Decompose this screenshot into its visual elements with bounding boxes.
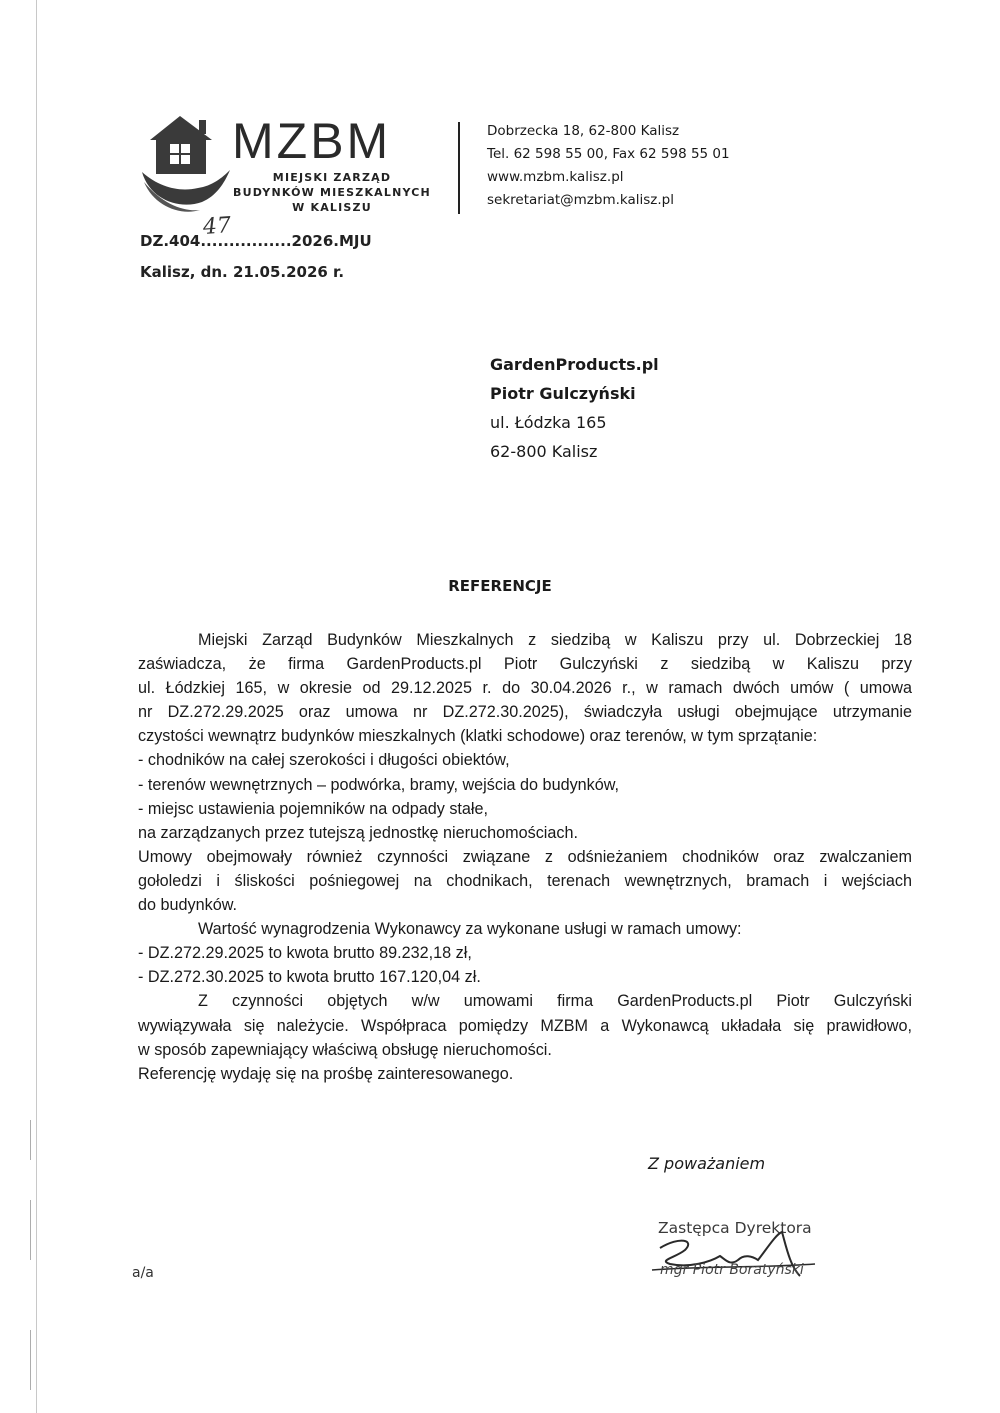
signatory-title: Zastępca Dyrektora	[658, 1219, 812, 1237]
contact-email: sekretariat@mzbm.kalisz.pl	[487, 192, 674, 208]
footer-initials: a/a	[132, 1265, 154, 1281]
body-line: ul. Łódzkiej 165, w okresie od 29.12.2025 r. do 30.04.2026 r., w ramach dwóch umów ( umowa	[138, 679, 912, 698]
list-item: - miejsc ustawienia pojemników na odpady stałe,	[138, 799, 489, 818]
contact-phone: Tel. 62 598 55 00, Fax 62 598 55 01	[487, 146, 730, 162]
addressee-company: GardenProducts.pl	[490, 355, 659, 374]
body-line: nr DZ.272.29.2025 oraz umowa nr DZ.272.30.2025), świadczyła usługi obejmujące utrzymanie	[138, 703, 912, 722]
contact-block	[487, 120, 730, 212]
handwritten-number: 47	[202, 213, 232, 240]
body-line: Miejski Zarząd Budynków Mieszkalnych z siedzibą w Kaliszu przy ul. Dobrzeckiej 18	[198, 631, 912, 649]
letter-body	[138, 628, 912, 1086]
addressee-street: ul. Łódzka 165	[490, 413, 607, 432]
reference-number	[140, 232, 372, 250]
scan-mark	[30, 1200, 31, 1260]
body-line: Referencję wydaję się na prośbę zainteresowanego.	[138, 1064, 514, 1083]
body-line: w sposób zapewniający właściwą obsługę nieruchomości.	[138, 1040, 552, 1059]
scan-edge-line	[36, 0, 37, 1413]
date-line: Kalisz, dn. 21.05.2026 r.	[140, 263, 345, 281]
contact-website: www.mzbm.kalisz.pl	[487, 169, 624, 185]
reference-dots: ..........	[200, 232, 258, 250]
body-line: gołoledzi i śliskości pośniegowej na chodnikach, terenach wewnętrznych, bramach i wejściach	[138, 871, 912, 890]
list-item: - DZ.272.30.2025 to kwota brutto 167.120,04 zł.	[138, 968, 481, 987]
body-line: Wartość wynagrodzenia Wykonawcy za wykonane usługi w ramach umowy:	[198, 920, 742, 939]
list-item: - terenów wewnętrznych – podwórka, bramy, wejścia do budynków,	[138, 775, 620, 794]
list-item: - DZ.272.29.2025 to kwota brutto 89.232,18 zł,	[138, 944, 472, 963]
body-line: na zarządzanych przez tutejszą jednostkę nieruchomościach.	[138, 823, 578, 842]
body-line: wywiązywała się należycie. Współpraca pomiędzy MZBM a Wykonawcą układała się prawidłowo,	[138, 1016, 912, 1035]
body-line: Umowy obejmowały również czynności związane z odśnieżaniem chodników oraz zwalczaniem	[138, 847, 912, 866]
logo-subtitle-line: BUDYNKÓW MIESZKALNYCH	[233, 186, 431, 199]
reference-suffix: 2026.MJU	[291, 232, 372, 250]
body-line: Z czynności objętych w/w umowami firma GardenProducts.pl Piotr Gulczyński	[198, 992, 912, 1011]
addressee-city: 62-800 Kalisz	[490, 442, 598, 461]
body-line: zaświadcza, że firma GardenProducts.pl Piotr Gulczyński z siedzibą w Kaliszu przy	[138, 655, 912, 674]
logo-subtitle	[232, 170, 432, 215]
addressee-block	[490, 350, 659, 466]
list-item: - chodników na całej szerokości i długości obiektów,	[138, 751, 510, 770]
document-title: REFERENCJE	[448, 577, 552, 595]
closing-salutation: Z poważaniem	[648, 1154, 766, 1173]
scan-mark	[30, 1330, 31, 1390]
contact-address: Dobrzecka 18, 62-800 Kalisz	[487, 123, 680, 139]
body-line: czystości wewnątrz budynków mieszkalnych (klatki schodowe) oraz terenów, w tym sprzątanie:	[138, 727, 818, 746]
logo-wordmark: MZBM	[232, 113, 392, 169]
scan-mark	[30, 1120, 31, 1160]
logo-subtitle-line: MIEJSKI ZARZĄD	[272, 171, 392, 184]
header-divider	[458, 122, 460, 214]
reference-prefix: DZ.404	[140, 232, 201, 250]
body-line: do budynków.	[138, 896, 237, 915]
signatory-name: mgr Piotr Boratyński	[660, 1262, 804, 1278]
addressee-person: Piotr Gulczyński	[490, 384, 636, 403]
reference-dots: ......	[257, 232, 292, 250]
logo-subtitle-line: W KALISZU	[292, 201, 372, 214]
